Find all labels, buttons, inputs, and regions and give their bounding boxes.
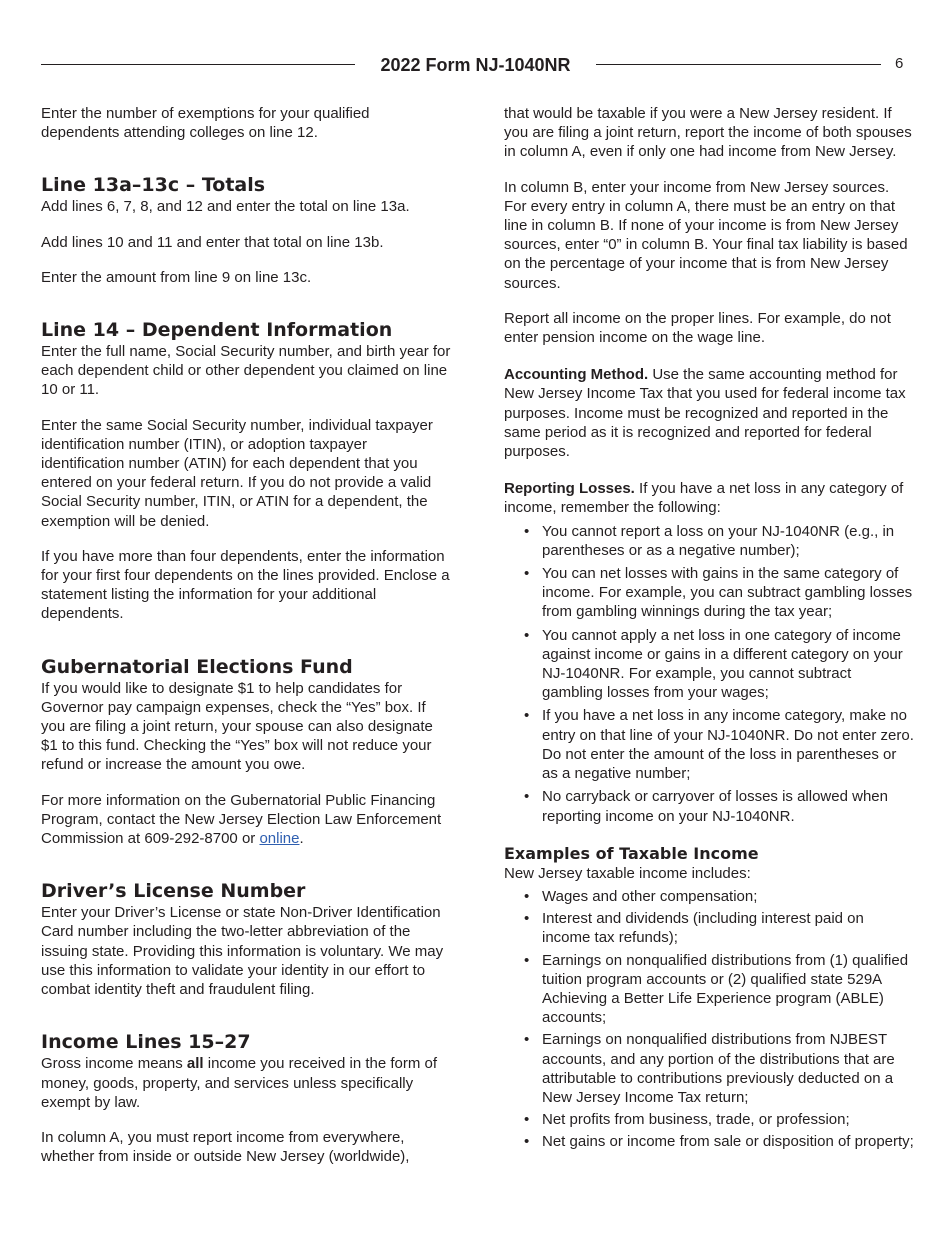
bullet-icon: • (524, 951, 530, 969)
line-13c-text: Enter the amount from line 9 on line 13c. (41, 268, 312, 286)
list-item-text: Wages and other compensation; (542, 887, 758, 905)
list-item (504, 1132, 914, 1151)
column-b-paragraph: In column B, enter your income from New Jersey sources. For every entry in column A, there must be an entry on that line in column B. If none of your income is from New Jersey sources, enter “0” in column B. Your final tax liability is based on the percentage of your income that is from New Jersey sources. (504, 178, 908, 292)
gubernatorial-paragraph-2-text: For more information on the Gubernatorial Public Financing Program, contact the New Jersey Election Law Enforcement Commission at 609-292-8700 or (41, 791, 442, 848)
bullet-icon: • (524, 522, 530, 540)
line-13a-text: Add lines 6, 7, 8, and 12 and enter the total on line 13a. (41, 198, 410, 216)
losses-list (504, 522, 914, 826)
gubernatorial-paragraph-1: If you would like to designate $1 to help candidates for Governor pay campaign expenses, check the “Yes” box. If you are filing a joint return, your spouse can also designate $1 to this fund. Checking the “Yes” box will not reduce your refund or increase the amount you owe. (41, 679, 433, 774)
header-rule-left (41, 64, 355, 65)
reporting-losses-paragraph (504, 479, 914, 517)
header-rule-right (596, 64, 881, 65)
list-item (504, 626, 914, 703)
accounting-method-paragraph (504, 365, 914, 461)
list-item-text: You can net losses with gains in the same category of income. For example, you can subtract gambling losses from gambling winnings during the tax year; (542, 565, 913, 621)
list-item (504, 564, 914, 622)
list-item (504, 1030, 914, 1107)
list-item-text: Net gains or income from sale or disposition of property; (542, 1133, 914, 1151)
bullet-icon: • (524, 1031, 530, 1049)
income-paragraph-2: In column A, you must report income from everywhere, whether from inside or outside New Jersey (worldwide), (41, 1128, 410, 1166)
bullet-icon: • (524, 910, 530, 928)
income-paragraph-1-b: income you received in the form of money, goods, property, and services unless specifically exempt by law. (41, 1055, 438, 1111)
accounting-method-text: Use the same accounting method for New Jersey Income Tax that you used for federal income tax purposes. Income must be recognized and reported in the same period as it is recognized and reported for federal purposes. (504, 366, 906, 461)
left-column (41, 104, 451, 1166)
list-item (504, 951, 914, 1028)
bullet-icon: • (524, 1133, 530, 1151)
examples-list (504, 887, 914, 1152)
bullet-icon: • (524, 1111, 530, 1129)
list-item-text: You cannot apply a net loss in one category of income against income or gains in a different category on your NJ-1040NR. For example, you cannot subtract gambling losses from your wages; (542, 626, 903, 702)
list-item (504, 909, 914, 947)
reporting-losses-label: Reporting Losses. (504, 480, 635, 498)
section-heading-line-13: Line 13a–13c – Totals (41, 174, 266, 197)
list-item-text: Earnings on nonqualified distributions from NJBEST accounts, and any portion of the distributions that are attributable to contributions previously deducted on a New Jersey Income Tax return; (542, 1031, 895, 1106)
list-item (504, 787, 914, 825)
list-item-text: You cannot report a loss on your NJ-1040NR (e.g., in parentheses or as a negative number); (542, 522, 895, 559)
bullet-icon: • (524, 887, 530, 905)
income-paragraph-1 (41, 1054, 451, 1112)
examples-intro: New Jersey taxable income includes: (504, 864, 751, 882)
continued-paragraph: that would be taxable if you were a New Jersey resident. If you are filing a joint return, report the income of both spouses in column A, even if only one had income from New Jersey. (504, 105, 912, 161)
list-item (504, 1110, 914, 1129)
list-item (504, 887, 914, 906)
income-paragraph-1-a: Gross income means (41, 1055, 187, 1073)
gubernatorial-paragraph-2-end: . (299, 830, 304, 848)
line-14-paragraph-3: If you have more than four dependents, enter the information for your first four dependents on the lines provided. Enclose a statement listing the information for your additional dependents. (41, 547, 450, 623)
list-item-text: Interest and dividends (including interest paid on income tax refunds); (542, 910, 864, 947)
bullet-icon: • (524, 788, 530, 806)
list-item-text: Earnings on nonqualified distributions from (1) qualified tuition program accounts or (2) qualified state 529A Achieving a Better Life Experience program (ABLE) accounts; (542, 951, 909, 1027)
accounting-method-label: Accounting Method. (504, 366, 649, 384)
section-heading-line-14: Line 14 – Dependent Information (41, 319, 393, 342)
line-14-paragraph-1: Enter the full name, Social Security number, and birth year for each dependent child or other dependent you claimed on line 10 or 11. (41, 343, 451, 399)
form-title: 2022 Form NJ-1040NR (380, 55, 571, 75)
list-item-text: Net profits from business, trade, or profession; (542, 1111, 850, 1129)
page-header (41, 52, 881, 78)
bullet-icon: • (524, 565, 530, 583)
page-number: 6 (895, 55, 904, 72)
reporting-losses-text: If you have a net loss in any category of income, remember the following: (504, 480, 904, 517)
list-item (504, 706, 914, 783)
list-item (504, 522, 914, 560)
line-13b-text: Add lines 10 and 11 and enter that total on line 13b. (41, 233, 384, 251)
online-link[interactable]: online (259, 830, 300, 848)
income-paragraph-1-bold: all (186, 1055, 204, 1073)
drivers-license-paragraph: Enter your Driver’s License or state Non-Driver Identification Card number including the two-letter abbreviation of the issuing state. Providing this information is voluntary. We may use this information to validate your identity in our effort to combat identity theft and fraudulent filing. (41, 904, 444, 999)
bullet-icon: • (524, 707, 530, 725)
section-heading-gubernatorial: Gubernatorial Elections Fund (41, 655, 353, 678)
right-column (504, 104, 914, 1155)
line-14-paragraph-2: Enter the same Social Security number, individual taxpayer identification number (ITIN), or adoption taxpayer identification number (ATIN) for each dependent that you entered on your federal return. If you do not provide a valid Social Security number, ITIN, or ATIN for a dependent, the exemption will be denied. (41, 416, 433, 530)
list-item-text: No carryback or carryover of losses is allowed when reporting income on your NJ-1040NR. (542, 788, 888, 825)
gubernatorial-paragraph-2 (41, 791, 451, 849)
section-heading-drivers-license: Driver’s License Number (41, 880, 306, 903)
section-heading-income-lines: Income Lines 15–27 (41, 1031, 251, 1054)
intro-paragraph: Enter the number of exemptions for your qualified dependents attending colleges on line 12. (41, 105, 370, 142)
report-income-paragraph: Report all income on the proper lines. For example, do not enter pension income on the wage line. (504, 309, 891, 347)
bullet-icon: • (524, 626, 530, 644)
section-heading-examples: Examples of Taxable Income (504, 843, 759, 863)
list-item-text: If you have a net loss in any income category, make no entry on that line of your NJ-1040NR. Do not enter zero. Do not enter the amount of the loss in parentheses or as a negative number; (542, 707, 914, 783)
